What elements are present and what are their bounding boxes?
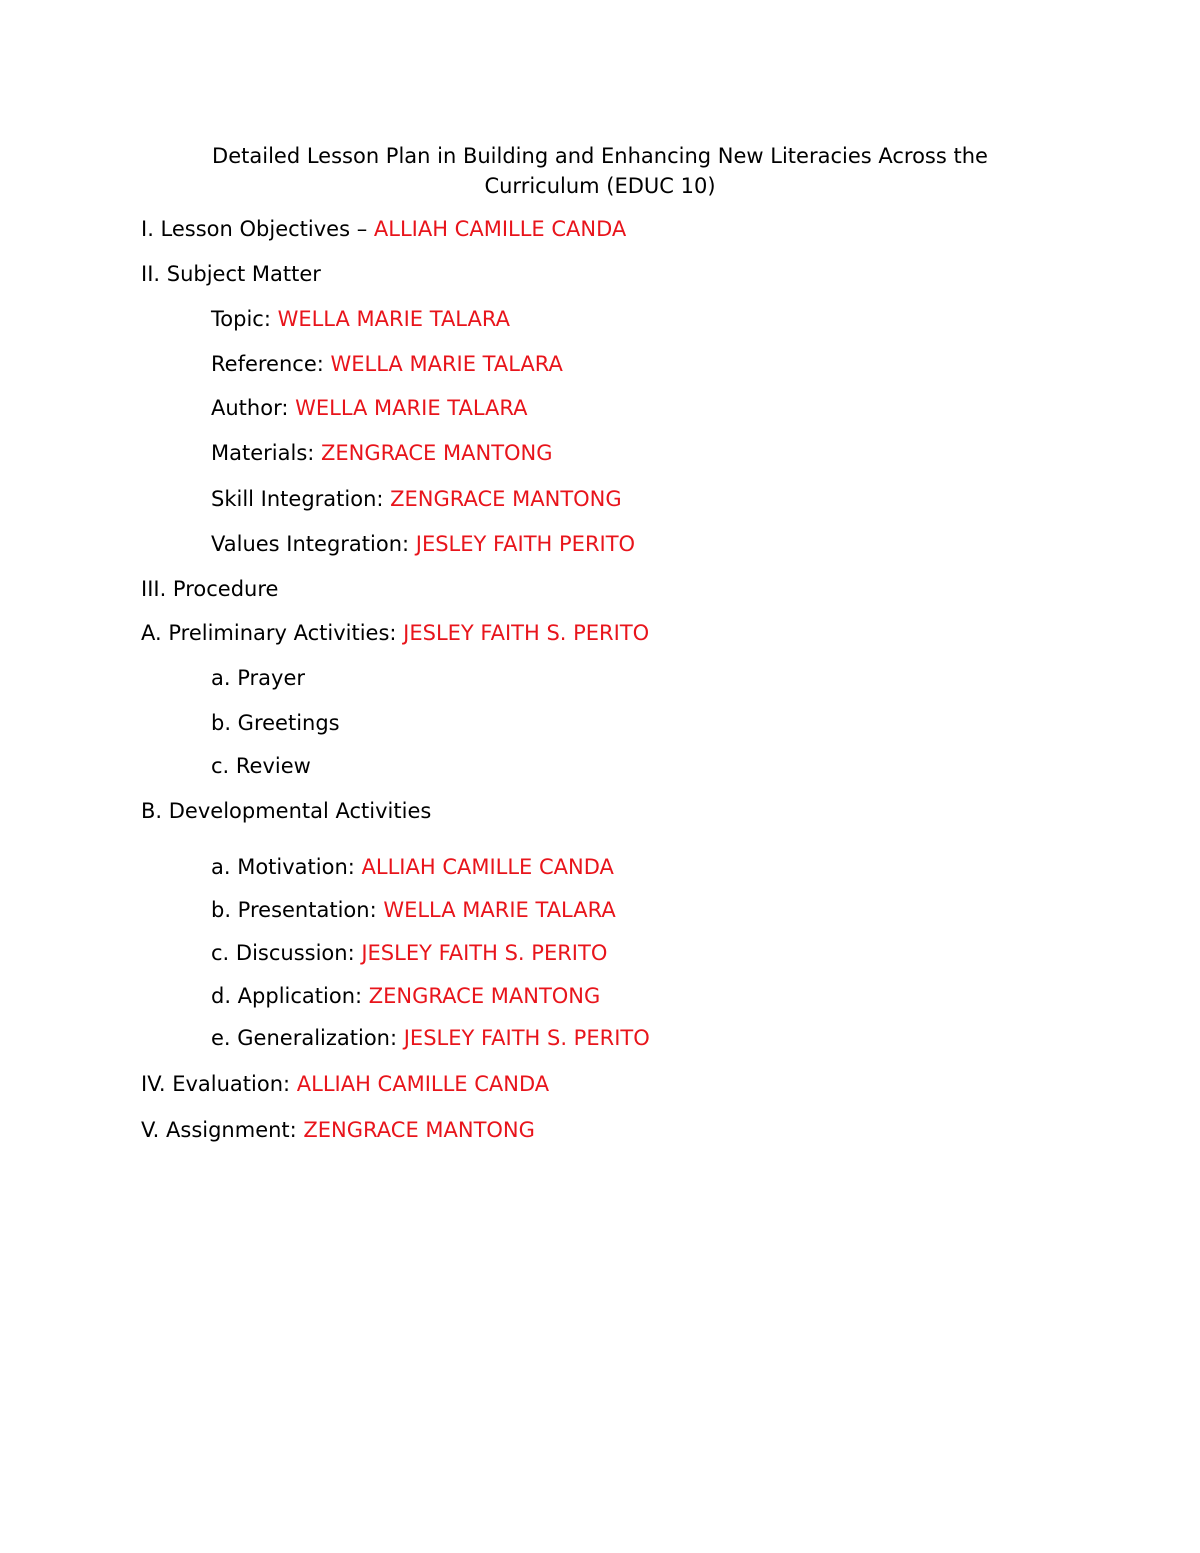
assignment-assignee: ZENGRACE MANTONG (303, 1118, 535, 1142)
greetings-item: b. Greetings (211, 711, 340, 735)
skill-integration-assignee: ZENGRACE MANTONG (390, 487, 622, 511)
generalization-label: e. Generalization: (211, 1026, 404, 1050)
author-assignee: WELLA MARIE TALARA (295, 396, 528, 420)
preliminary-activities-assignee: JESLEY FAITH S. PERITO (403, 621, 650, 645)
discussion-assignee: JESLEY FAITH S. PERITO (361, 941, 608, 965)
evaluation-label: IV. Evaluation: (141, 1072, 297, 1096)
materials-line (211, 440, 553, 466)
skill-integration-line (211, 486, 622, 512)
skill-integration-label: Skill Integration: (211, 487, 391, 511)
values-integration-line (211, 531, 635, 557)
motivation-assignee: ALLIAH CAMILLE CANDA (361, 855, 614, 879)
discussion-label: c. Discussion: (211, 941, 362, 965)
title-line-1: Detailed Lesson Plan in Building and Enhancing New Literacies Across the (212, 144, 988, 168)
lesson-objectives-line (141, 216, 626, 242)
topic-line (211, 306, 510, 332)
topic-label: Topic: (211, 307, 278, 331)
reference-assignee: WELLA MARIE TALARA (330, 352, 563, 376)
lesson-objectives-label: I. Lesson Objectives – (141, 217, 374, 241)
review-item: c. Review (211, 754, 311, 778)
author-label: Author: (211, 396, 296, 420)
preliminary-activities-line (141, 620, 649, 646)
presentation-label: b. Presentation: (211, 898, 384, 922)
presentation-assignee: WELLA MARIE TALARA (383, 898, 616, 922)
subject-matter-heading: II. Subject Matter (141, 262, 321, 286)
developmental-activities-heading: B. Developmental Activities (141, 799, 432, 823)
generalization-assignee: JESLEY FAITH S. PERITO (403, 1026, 650, 1050)
document-title (0, 141, 1200, 201)
prayer-item: a. Prayer (211, 666, 305, 690)
reference-line (211, 351, 563, 377)
assignment-line (141, 1117, 535, 1143)
discussion-line (211, 940, 607, 966)
motivation-label: a. Motivation: (211, 855, 362, 879)
application-label: d. Application: (211, 984, 369, 1008)
application-assignee: ZENGRACE MANTONG (368, 984, 601, 1008)
generalization-line (211, 1025, 650, 1051)
materials-label: Materials: (211, 441, 322, 465)
values-integration-label: Values Integration: (211, 532, 416, 556)
preliminary-activities-label: A. Preliminary Activities: (141, 621, 404, 645)
lesson-objectives-assignee: ALLIAH CAMILLE CANDA (373, 217, 627, 241)
presentation-line (211, 897, 616, 923)
reference-label: Reference: (211, 352, 331, 376)
motivation-line (211, 854, 614, 880)
evaluation-assignee: ALLIAH CAMILLE CANDA (296, 1072, 550, 1096)
procedure-heading: III. Procedure (141, 577, 279, 601)
title-line-2: Curriculum (EDUC 10) (484, 174, 716, 198)
evaluation-line (141, 1071, 549, 1097)
assignment-label: V. Assignment: (141, 1118, 304, 1142)
values-integration-assignee: JESLEY FAITH PERITO (415, 532, 636, 556)
materials-assignee: ZENGRACE MANTONG (321, 441, 553, 465)
application-line (211, 983, 600, 1009)
author-line (211, 395, 527, 421)
topic-assignee: WELLA MARIE TALARA (277, 307, 510, 331)
